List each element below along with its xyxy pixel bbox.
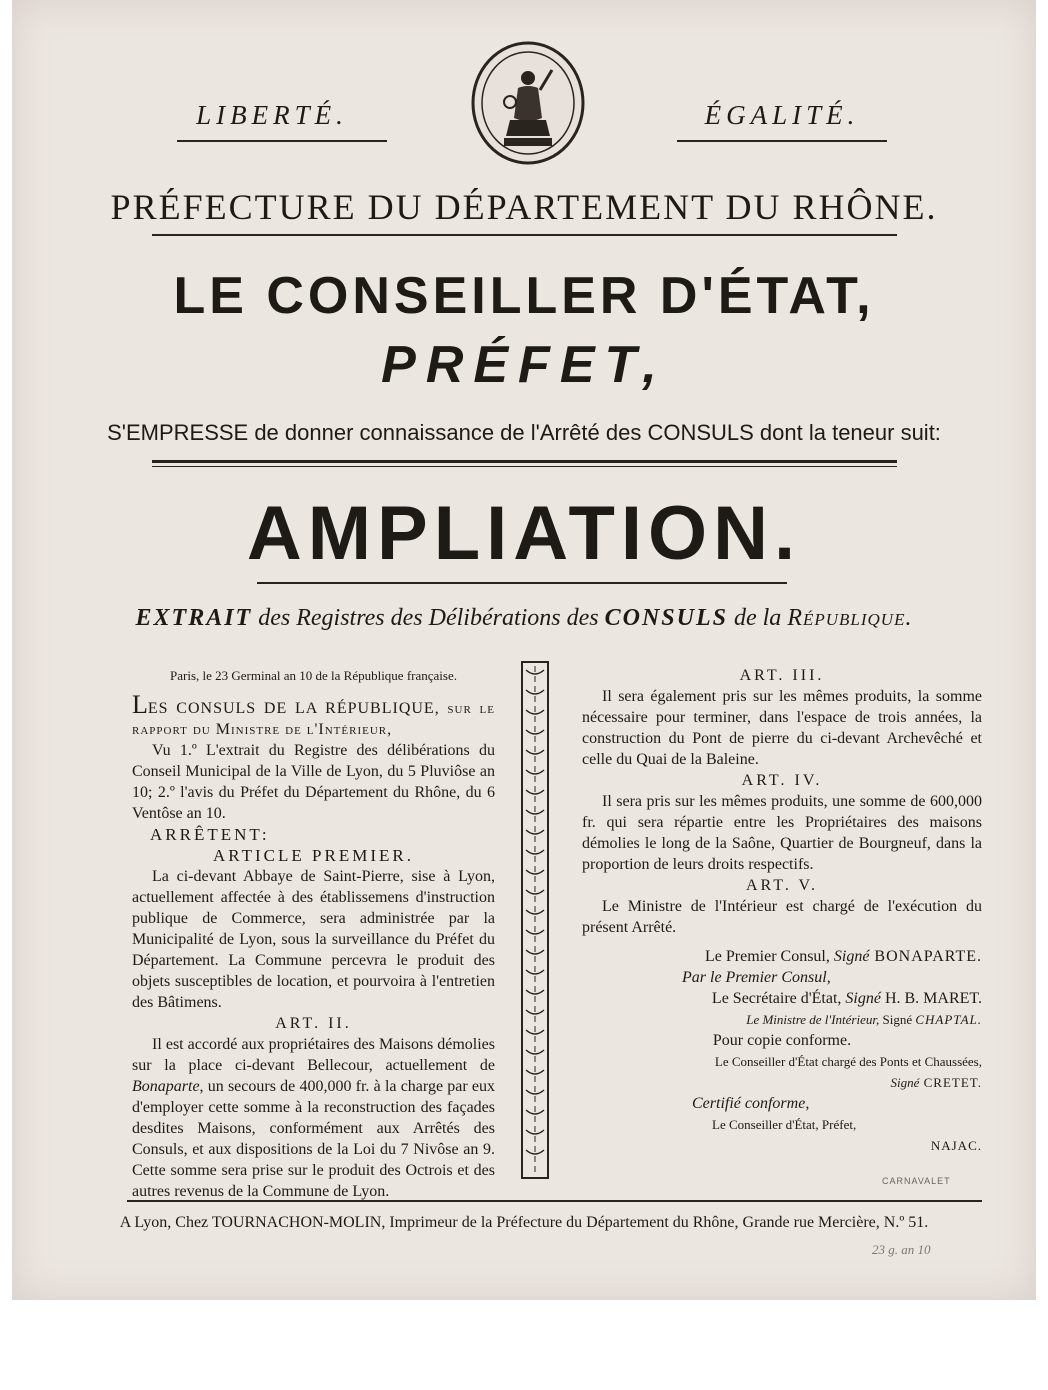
sig1-a: Le Premier Consul, <box>705 948 834 965</box>
consuls-text: ES CONSULS DE LA RÉPUBLIQUE, sur le rapport du Ministre de l'Intérieur, <box>132 700 495 738</box>
signature-par <box>582 967 982 988</box>
article2-italic: Bonaparte <box>132 1078 200 1095</box>
signature-maret <box>582 988 982 1009</box>
arretent-heading: ARRÊTENT: <box>150 825 270 844</box>
consuls-paragraph <box>132 690 495 740</box>
motto-egalite: ÉGALITÉ. <box>704 100 860 130</box>
article1-text: La ci-devant Abbaye de Saint-Pierre, sise à Lyon, actuellement affectée à des établissemens d'instruction publique de Commerce, sera administrée par la Municipalité de Lyon, sous la surveillance du Préfet du Département. La Commune percevra le produit des objets susceptibles de location, et pourvoira à l'entretien des Bâtimens. <box>132 868 495 1011</box>
rule-1 <box>152 234 897 236</box>
conseiller-ponts: Le Conseiller d'État chargé des Ponts et Chaussées, <box>714 1054 982 1069</box>
article1-heading: ARTICLE PREMIER. <box>213 846 414 865</box>
right-column <box>582 665 982 1156</box>
signature-bonaparte <box>582 946 982 967</box>
sig7-a: Signé <box>890 1075 920 1090</box>
article5-heading: ART. V. <box>745 877 819 894</box>
motto-underline-left <box>177 140 387 142</box>
signature-najac: NAJAC. <box>930 1138 982 1153</box>
museum-stamp: CARNAVALET <box>882 1176 951 1186</box>
sig1-c: BONAPARTE. <box>869 948 982 965</box>
chain-divider-icon <box>520 660 550 1180</box>
copie-conforme: Pour copie conforme. <box>712 1032 852 1049</box>
poster-sheet <box>12 0 1036 1300</box>
prefecture-heading: PRÉFECTURE DU DÉPARTEMENT DU RHÔNE. <box>110 187 938 227</box>
extrait-text-2: de la <box>727 605 788 631</box>
sig4-b: Signé <box>879 1012 916 1027</box>
article5-text: Le Ministre de l'Intérieur est chargé de l'exécution du présent Arrêté. <box>582 898 982 936</box>
sig3-c: H. B. MARET. <box>880 990 982 1007</box>
consuls-word: CONSULS <box>604 605 728 631</box>
sig4-a: Le Ministre de l'Intérieur, <box>746 1012 880 1027</box>
signature-cretet <box>582 1072 982 1093</box>
sig8: Certifié conforme, <box>692 1095 810 1112</box>
rule-footer <box>127 1200 982 1202</box>
certifie-conforme <box>582 1093 982 1114</box>
rule-2b <box>152 466 897 467</box>
republique-word: République. <box>787 605 913 631</box>
title-conseiller: LE CONSEILLER D'ÉTAT, <box>173 267 875 325</box>
dateline: Paris, le 23 Germinal an 10 de la République française. <box>170 668 457 683</box>
pencil-note: 23 g. an 10 <box>872 1242 931 1257</box>
intro-line: S'EMPRESSE de donner connaissance de l'Arrêté des CONSULS dont la teneur suit: <box>107 420 941 445</box>
ampliation-heading: AMPLIATION. <box>246 491 802 576</box>
sig3-b: Signé <box>845 990 881 1007</box>
article4-heading: ART. IV. <box>741 772 823 789</box>
vu-paragraph: Vu 1.º L'extrait du Registre des délibérations du Conseil Municipal de la Ville de Lyon, du 5 Pluviôse an 10; 2.º l'avis du Préfet du Département du Rhône, du 6 Ventôse an 10. <box>132 742 495 822</box>
sig1-b: Signé <box>833 948 870 965</box>
sig2: Par le Premier Consul, <box>682 969 831 986</box>
motto-liberte: LIBERTÉ. <box>196 100 348 130</box>
extrait-line <box>12 605 1036 632</box>
article3-text: Il sera également pris sur les mêmes produits, la somme nécessaire pour terminer, dans l'espace de trois années, la construction du Pont de pierre du ci-devant Archevêché et celle du Quai de la Baleine. <box>582 688 982 768</box>
article2-text <box>132 1034 495 1202</box>
sig4-c: CHAPTAL. <box>915 1012 982 1027</box>
drop-cap: L <box>132 690 148 719</box>
extrait-word: EXTRAIT <box>135 605 253 631</box>
printer-line: A Lyon, Chez TOURNACHON-MOLIN, Imprimeur de la Préfecture du Département du Rhône, Grande rue Mercière, N.º 51. <box>119 1214 929 1231</box>
sig7-b: CRETET. <box>919 1075 982 1090</box>
motto-underline-right <box>677 140 887 142</box>
rule-2 <box>152 460 897 463</box>
title-prefet: PRÉFET, <box>381 336 667 394</box>
article3-heading: ART. III. <box>739 667 825 684</box>
article4-text: Il sera pris sur les mêmes produits, une somme de 600,000 fr. qui sera répartie entre les Propriétaires des maisons démolies le long de la Saône, Quartier de Bourgneuf, dans la proportion de leurs droits respectifs. <box>582 793 982 873</box>
article2-text-a: Il est accordé aux propriétaires des Maisons démolies sur la place ci-devant Bellecour, actuellement de <box>132 1036 495 1074</box>
conseiller-prefet: Le Conseiller d'État, Préfet, <box>712 1117 857 1132</box>
article2-text-b: , un secours de 400,000 fr. à la charge par eux d'employer cette somme à la reconstruction des façades desdites Maisons, conformément aux Arrêtés des Consuls, et aux dispositions de la Loi du 7 Nivôse an 9. Cette somme sera prise sur le produit des Octrois et des autres revenus de la Commune de Lyon. <box>132 1078 495 1200</box>
sig3-a: Le Secrétaire d'État, <box>711 990 846 1007</box>
article2-heading: ART. II. <box>275 1015 352 1032</box>
signature-chaptal <box>582 1009 982 1030</box>
left-column <box>132 665 495 1202</box>
rule-3 <box>257 582 787 584</box>
extrait-text-1: des Registres des Délibérations des <box>252 605 605 631</box>
